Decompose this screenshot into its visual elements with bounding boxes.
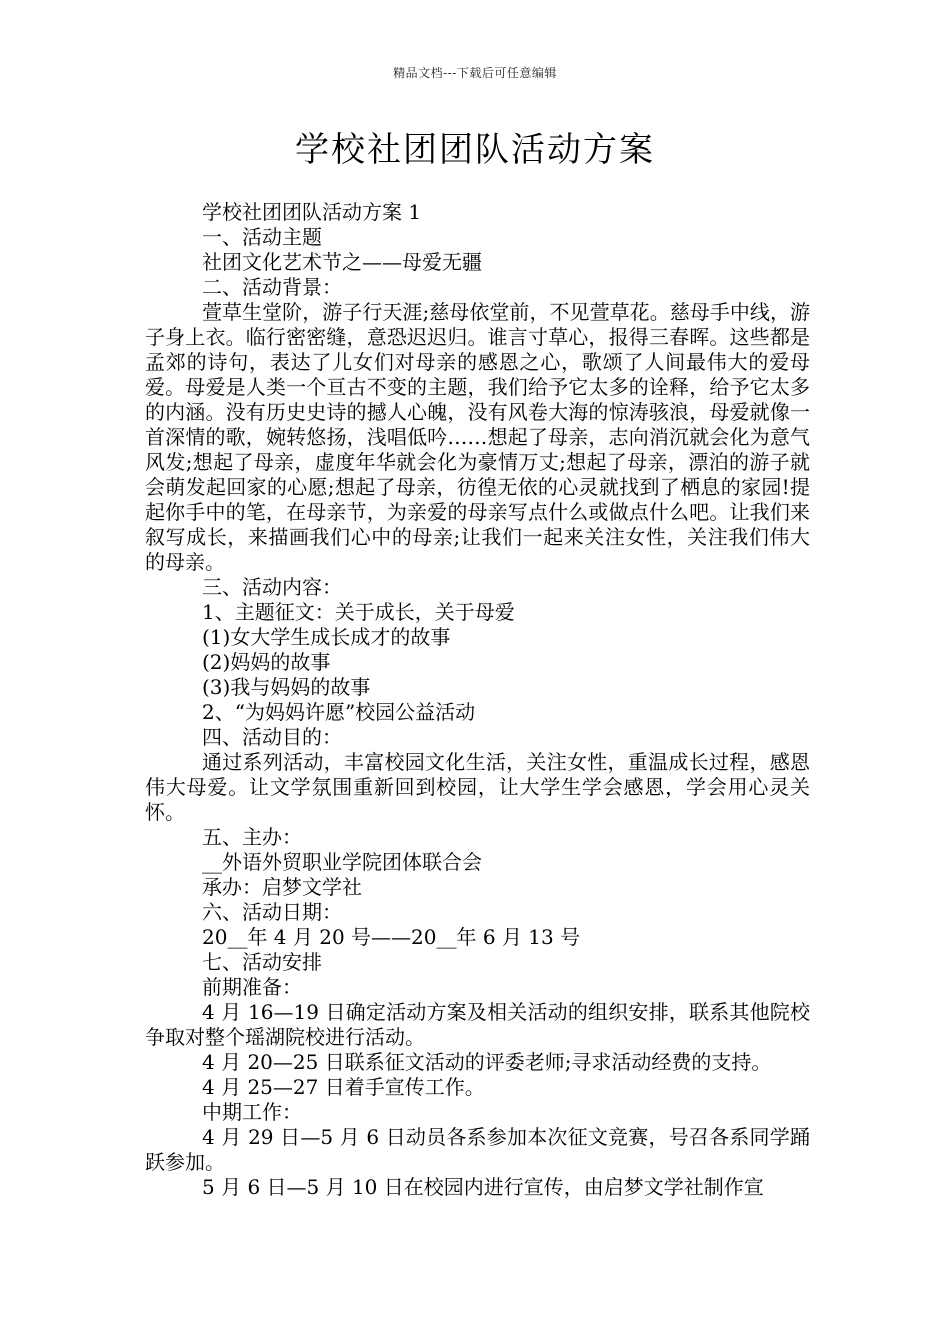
section-heading-purpose: 四、活动目的： [202,725,342,749]
paragraph-subtitle: 学校社团团队活动方案 1 [202,200,422,224]
paragraph-co-organizer: 承办：启梦文学社 [202,875,362,899]
section-heading-dates: 六、活动日期： [202,900,342,924]
schedule-item: 4 月 20—25 日联系征文活动的评委老师;寻求活动经费的支持。 [202,1050,772,1074]
list-item: (2)妈妈的故事 [202,650,331,674]
paragraph-theme: 社团文化艺术节之——母爱无疆 [202,250,482,274]
schedule-item: 4 月 29 日—5 月 6 日动员各系参加本次征文竞赛，号召各系同学踊跃参加。 [145,1125,810,1174]
subheading-preparation: 前期准备： [202,975,302,999]
paragraph-dates: 20__年 4 月 20 号——20__年 6 月 13 号 [202,925,581,949]
section-heading-background: 二、活动背景： [202,275,342,299]
schedule-item: 5 月 6 日—5 月 10 日在校园内进行宣传，由启梦文学社制作宣 [202,1175,764,1199]
section-heading-theme: 一、活动主题 [202,225,322,249]
schedule-item: 4 月 16—19 日确定活动方案及相关活动的组织安排，联系其他院校争取对整个瑶湖院校进行活动。 [145,1000,810,1049]
page-header-note: 精品文档---下载后可任意编辑 [393,66,557,80]
paragraph-background: 萱草生堂阶，游子行天涯;慈母依堂前，不见萱草花。慈母手中线，游子身上衣。临行密密缝，意恐迟迟归。谁言寸草心，报得三春晖。这些都是孟郊的诗句，表达了儿女们对母亲的感恩之心，歌颂了人间最伟大的爱母爱。母爱是人类一个亘古不变的主题，我们给予它太多的诠释，给予它太多的内涵。没有历史史诗的撼人心魄，没有风卷大海的惊涛骇浪，母爱就像一首深情的歌，婉转悠扬，浅唱低吟……想起了母亲，志向消沉就会化为意气风发;想起了母亲，虚度年华就会化为豪情万丈;想起了母亲，漂泊的游子就会萌发起回家的心愿;想起了母亲，彷徨无依的心灵就找到了栖息的家园!提起你手中的笔，在母亲节，为亲爱的母亲写点什么或做点什么吧。让我们来叙写成长，来描画我们心中的母亲;让我们一起来关注女性，关注我们伟大的母亲。 [145,300,810,574]
paragraph-organizer: __外语外贸职业学院团体联合会 [202,850,482,874]
list-item: 2、“为妈妈许愿”校园公益活动 [202,700,476,724]
document-title: 学校社团团队活动方案 [295,130,655,170]
paragraph-purpose: 通过系列活动，丰富校园文化生活，关注女性，重温成长过程，感恩伟大母爱。让文学氛围重新回到校园，让大学生学会感恩，学会用心灵关怀。 [145,750,810,824]
subheading-mid-term: 中期工作： [202,1100,302,1124]
list-item: 1、主题征文：关于成长，关于母爱 [202,600,515,624]
list-item: (1)女大学生成长成才的故事 [202,625,451,649]
schedule-item: 4 月 25—27 日着手宣传工作。 [202,1075,485,1099]
section-heading-content: 三、活动内容： [202,575,342,599]
list-item: (3)我与妈妈的故事 [202,675,371,699]
section-heading-organizer: 五、主办： [202,825,302,849]
document-body [145,200,810,1200]
section-heading-schedule: 七、活动安排 [202,950,322,974]
